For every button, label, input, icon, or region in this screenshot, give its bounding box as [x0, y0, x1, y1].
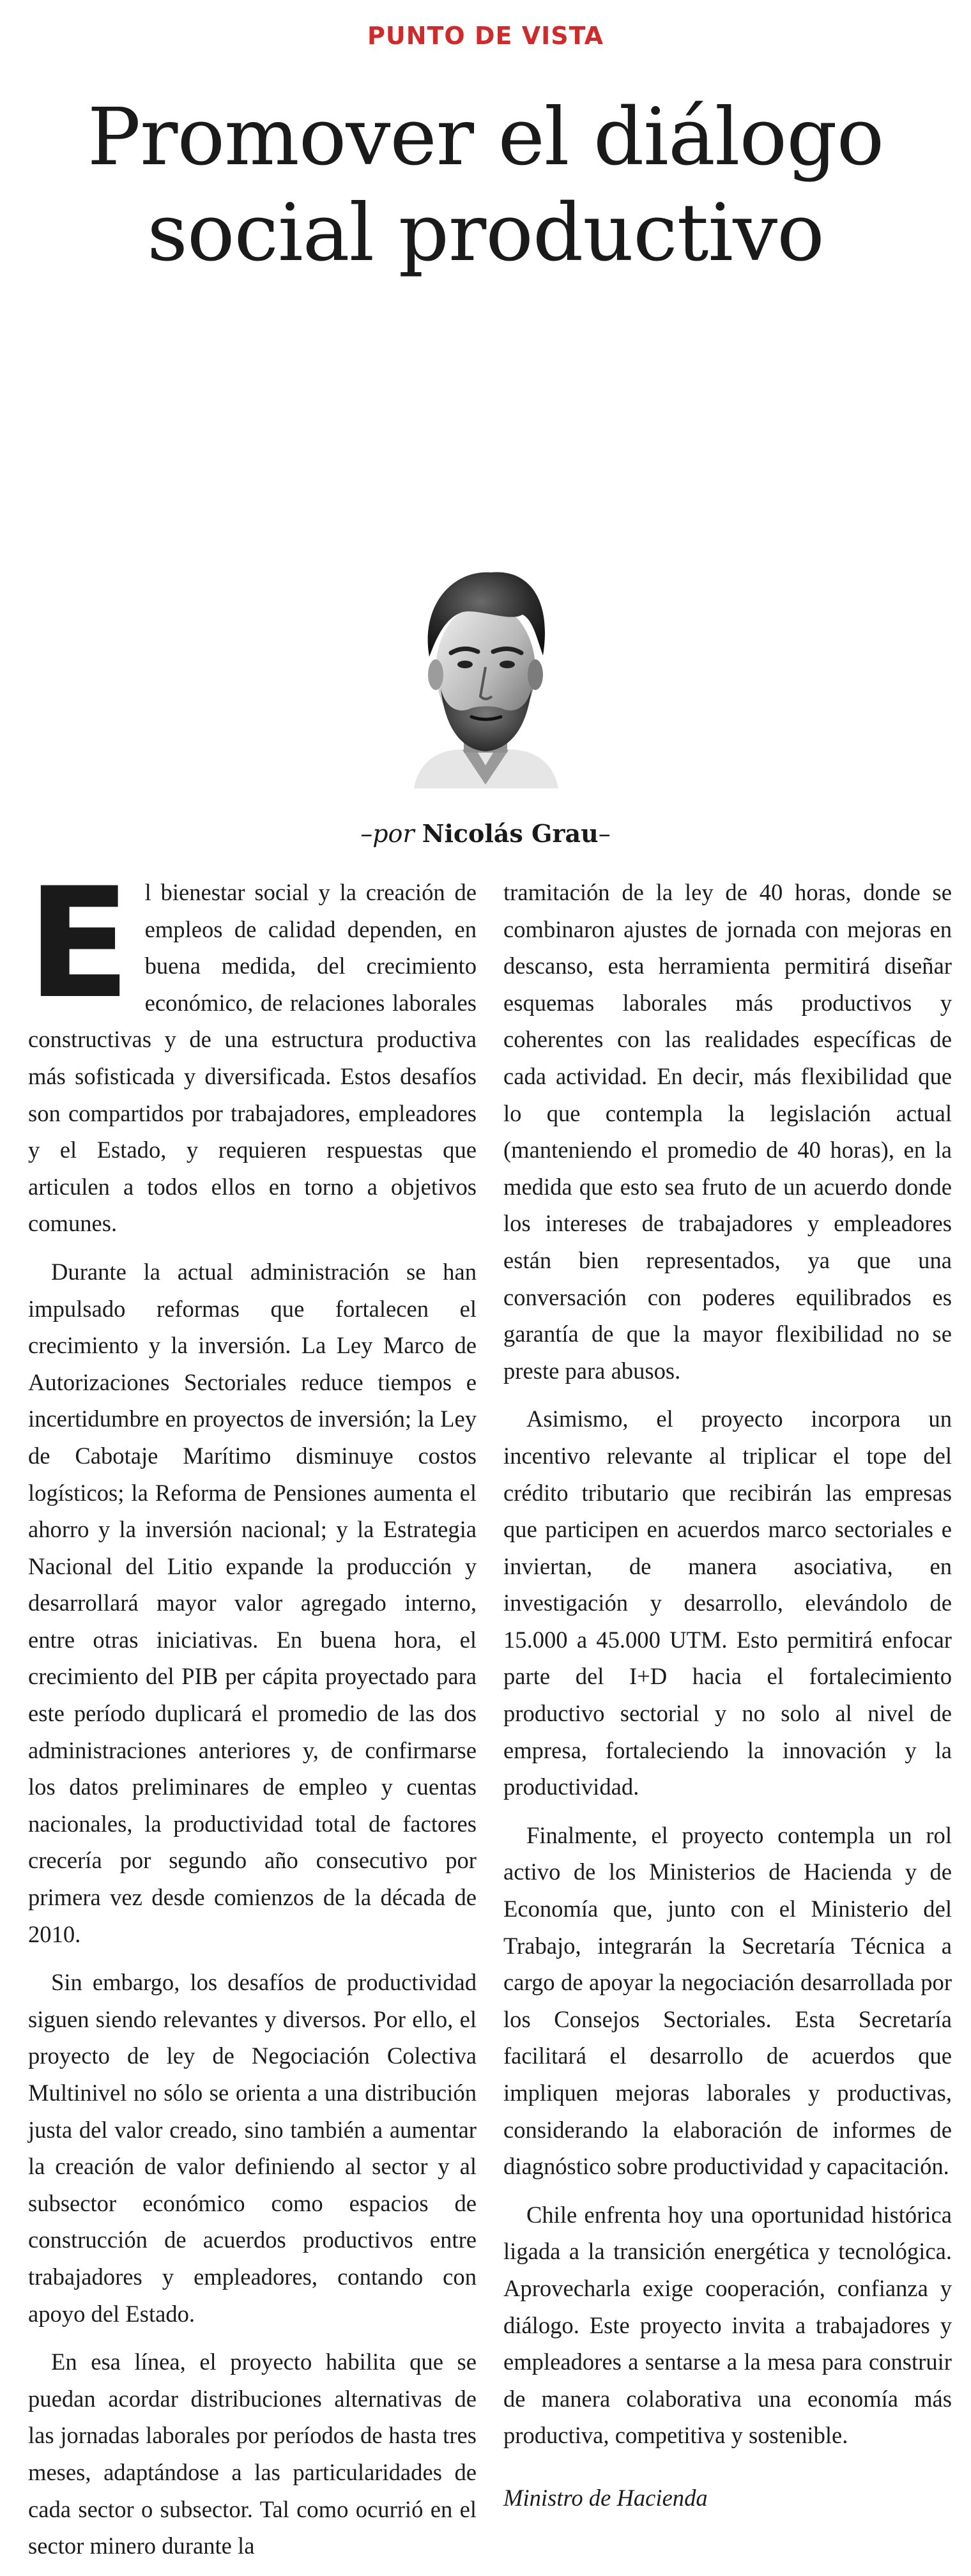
article-paragraph: tramitación de la ley de 40 horas, donde se combinaron ajustes de jornada con mejoras en descanso, esta herramienta permitirá diseñar esquemas laborales más productivos y coherentes con las realidades específicas de cada actividad. En decir, más flexibilidad que lo que contempla la legislación actual (manteniendo el promedio de 40 horas), en la medida que esto sea fruto de un acuerdo donde los intereses de trabajadores y empleadores están bien representados, ya que una conversación con poderes equilibrados es garantía de que la mayor flexibilidad no se preste para abusos.: [503, 879, 952, 1384]
article-paragraph: Asimismo, el proyecto incorpora un incentivo relevante al triplicar el tope del crédito tributario que recibirán las empresas que participen en acuerdos marco sectoriales e inviertan, de manera asociativa, en investigación y desarrollo, elevándolo de 15.000 a 45.000 UTM. Esto permitirá enfocar parte del I+D hacia el fortalecimiento productivo sectorial y no solo al nivel de empresa, fortaleciendo la innovación y la productividad.: [503, 1406, 952, 1800]
article-column-left: [27, 855, 477, 2576]
section-label: PUNTO DE VISTA: [367, 22, 604, 50]
author-portrait-icon: [401, 561, 570, 788]
byline-prefix: –por: [360, 820, 415, 848]
drop-cap: E: [27, 855, 131, 1032]
article-paragraph: En esa línea, el proyecto habilita que se puedan acordar distribuciones alternativas de las jornadas laborales por períodos de hasta tres meses, adaptándose a las particularidades de cada sector o subsector. Tal como ocurrió en el sector minero durante la: [28, 2349, 477, 2559]
byline-suffix: –: [598, 820, 611, 848]
byline-author: Nicolás Grau: [422, 819, 599, 848]
paragraph-text: l bienestar social y la creación de empleos de calidad dependen, en buena medida, del crecimiento económico, de relaciones laborales constructivas y de una estructura productiva más sofisticada y diversificada. Estos desafíos son compartidos por trabajadores, empleadores y el Estado, y requieren respuestas que articulen a todos ellos en torno a objetivos comunes.: [28, 879, 477, 1237]
author-signature: Ministro de Hacienda: [503, 2484, 708, 2511]
headline: Promover el diálogo social productivo: [87, 91, 884, 279]
article-paragraph: Sin embargo, los desafíos de productividad siguen siendo relevantes y diversos. Por ello, el proyecto de ley de Negociación Colectiva Multinivel no sólo se orienta a una distribución justa del valor creado, sino también a aumentar la creación de valor definiendo al sector y al subsector económico como espacios de construcción de acuerdos productivos entre trabajadores y empleadores, contando con apoyo del Estado.: [28, 1969, 477, 2327]
article-column-right: [503, 874, 952, 2528]
article-paragraph: Chile enfrenta hoy una oportunidad histórica ligada a la transición energética y tecnológica. Aprovecharla exige cooperación, confianza y diálogo. Este proyecto invita a trabajadores y empleadores a sentarse a la mesa para construir de manera colaborativa una economía más productiva, competitiva y sostenible.: [503, 2201, 952, 2449]
byline: [0, 819, 971, 848]
article-paragraph: Durante la actual administración se han impulsado reformas que fortalecen el crecimiento y la inversión. La Ley Marco de Autorizaciones Sectoriales reduce tiempos e incertidumbre en proyectos de inversión; la Ley de Cabotaje Marítimo disminuye costos logísticos; la Reforma de Pensiones aumenta el ahorro y la inversión nacional; y la Estrategia Nacional del Litio expande la producción y desarrollará mayor valor agregado interno, entre otras iniciativas. En buena hora, el crecimiento del PIB per cápita proyectado para este período duplicará el promedio de las dos administraciones anteriores y, de confirmarse los datos preliminares de empleo y cuentas nacionales, la productividad total de factores crecería por segundo año consecutivo por primera vez desde comienzos de la década de 2010.: [28, 1258, 477, 1947]
article-paragraph: [27, 855, 477, 1242]
article-paragraph: Finalmente, el proyecto contempla un rol activo de los Ministerios de Hacienda y de Economía que, junto con el Ministerio del Trabajo, integrarán la Secretaría Técnica a cargo de apoyar la negociación desarrollada por los Consejos Sectoriales. Esta Secretaría facilitará el desarrollo de acuerdos que impliquen mejoras laborales y productivas, considerando la elaboración de informes de diagnóstico sobre productividad y capacitación.: [503, 1821, 952, 2180]
